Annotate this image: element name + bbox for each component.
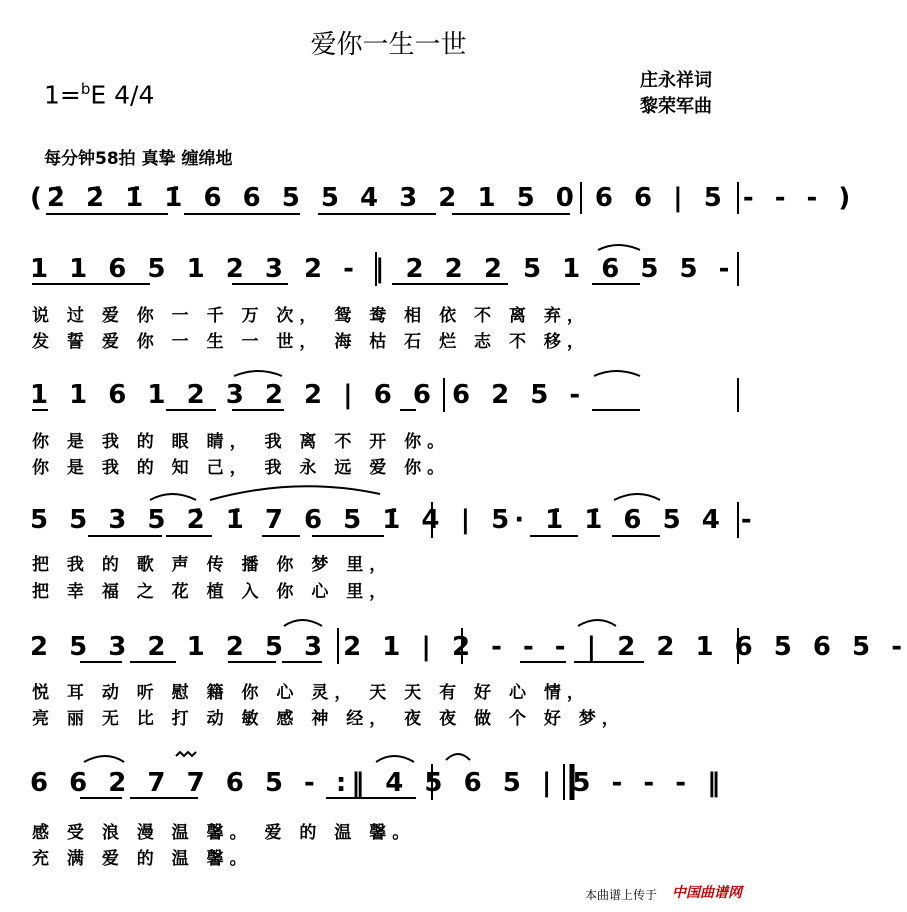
composer: 黎荣军曲 [640,96,712,117]
key-flat-sign: b [80,80,91,98]
slur [150,494,196,500]
lyric-line-6-verse-1: 感 受 浪 漫 温 馨。 爱 的 温 馨。 [32,823,416,843]
lyric-line-5-verse-1: 悦 耳 动 听 慰 籍 你 心 灵， 天 天 有 好 心 情， [32,683,590,703]
upload-notice: 本曲谱上传于 [585,888,658,902]
key-rest: E 4/4 [90,80,155,110]
slur [376,756,414,762]
lyric-line-3-verse-1: 你 是 我 的 眼 睛， 我 离 不 开 你。 [32,432,451,452]
slur [614,494,660,500]
lyric-line-4-verse-2: 把 幸 福 之 花 植 入 你 心 里， [32,582,393,602]
fermata-arc [446,754,470,760]
lyric-line-3-verse-2: 你 是 我 的 知 己， 我 永 远 爱 你。 [32,458,451,478]
slur [84,756,124,762]
slur [598,245,640,250]
lyric-line-6-verse-2: 充 满 爱 的 温 馨。 [32,849,253,869]
lyric-line-5-verse-2: 亮 丽 无 比 打 动 敏 感 神 经， 夜 夜 做 个 好 梦， [32,709,625,729]
notation-line-3: 1 1 6 1 2 3 2 2 | 6 6 6 2 5 - [30,380,586,410]
lyric-line-2-verse-1: 说 过 爱 你 一 千 万 次， 鸳 鸯 相 依 不 离 弃， [32,306,590,326]
notation-line-2: 1 1 6 5 1 2 3 2 - | 2 2 2 5 1 6 5 5 - [30,254,735,284]
key-prefix: 1= [44,80,81,110]
lyricist: 庄永祥词 [640,70,712,91]
site-logo[interactable]: 中国曲谱网 [672,885,742,901]
slur [578,620,616,626]
slur [234,371,282,376]
trill-mark [176,752,196,756]
lyric-line-2-verse-2: 发 誓 爱 你 一 生 一 世， 海 枯 石 烂 志 不 移， [32,332,590,352]
lyric-line-4-verse-1: 把 我 的 歌 声 传 播 你 梦 里， [32,555,393,575]
notation-line-6: 6 6 2 7 7 6 5 - :‖ 4 5 6 5 | 5 - - - ‖ [30,768,726,798]
tempo-marking: 每分钟58拍 真挚 缠绵地 [44,149,233,169]
slur [284,620,322,626]
song-title: 爱你一生一世 [310,30,467,60]
notation-line-5: 2 5 3 2 1 2 5 3 2 1 | 2 - - - | 2 2 1 6 5 6 5 - [30,632,907,662]
notation-line-1: (2̇ 2̇ 1̇ 1̇ 6 6 5 5 4 3 2 1 5 0 6 6 | 5 - - - ) [30,183,856,213]
notation-line-4: 5 5 3 5 2̇ 1̇ 7 6 5 1̇ 4 | 5· 1̇ 1̇ 6 5 4 - [30,505,757,535]
slur [594,371,640,376]
slur [210,486,380,500]
